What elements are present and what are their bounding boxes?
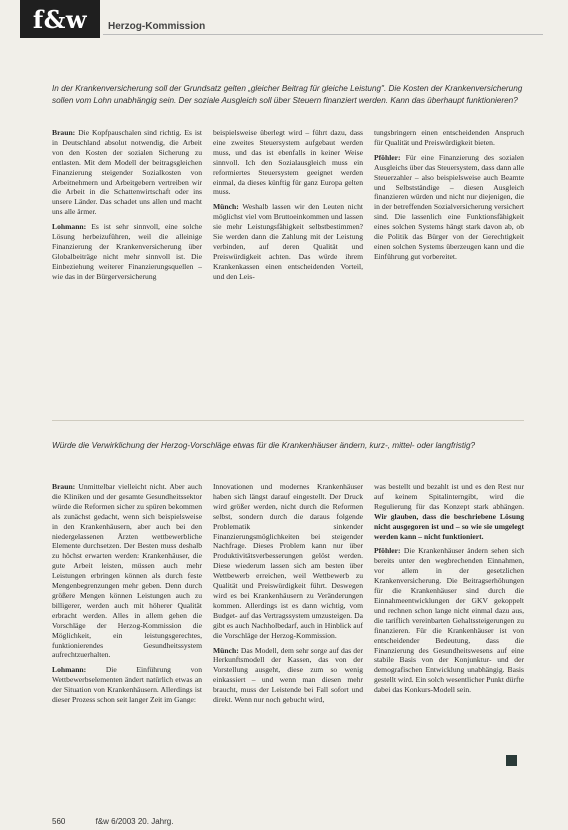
answer-paragraph (52, 128, 202, 217)
answer-text: Innovationen und modernes Krankenhäuser haben sich längst darauf eingestellt. Der Druck wird größer werden, nicht durch die Reformen selbst, sondern durch die daraus folgende Problematik sinkender Finanzierungsmöglichkeiten bei steigender Nachfrage. Dieses Problem kann nur über Produktivitätsverbesserungen gelöst werden. Diese wiederum lassen sich am besten über Wettbewerb erreichen, weil Wettbewerb zu Qualität und Preiswürdigkeit führt. Deswegen wird es bei Krankenhäusern zu Veränderungen kommen. Allerdings ist es dann wichtig, vom Budget- auf das Vertragssystem umzusteigen. Da gibt es auch Nachholbedarf, auch in Hinblick auf die Vorschläge der Herzog-Kommission. (213, 482, 363, 640)
answer-paragraph (52, 665, 202, 705)
answer-text: Die Kopfpauschalen sind richtig. Es ist in Deutschland absolut notwendig, die Arbeit von den Kosten der sozialen Sicherung zu entlasten. Mit dem Modell der beitragsgleichen Finanzierung steigender Sozialkosten von Arbeitnehmern und Arbeitgebern vertreiben wir die Arbeit in die Schattenwirtschaft oder ins unsere Länder. Das schadet uns allen und macht uns alle ärmer. (52, 128, 202, 217)
answer-text: beispielsweise überlegt wird – führt dazu, dass eine zweites Steuersystem aufgebaut werden muss, und das ist ebenfalls in keiner Weise sinnvoll. Ich den Sozialausgleich muss ein reformiertes Steuersystem geeignet werden einmal, da dieses künftig für ganz Europa gelten muss. (213, 128, 363, 197)
speaker-label: Braun: (52, 482, 76, 491)
answer-text: Unmittelbar vielleicht nicht. Aber auch die Kliniken und der gesamte Gesundheitssektor würde die Reformen sicher zu spüren bekommen als zunächst gedacht, wenn sich beispielsweise in den Krankenhäusern, aber auch bei den niedergelassenen Ärzten wettbewerbliche Elemente durchsetzen. Der Besten muss deshalb zu höchst erwarten werden: Krankenhäuser, die gute Arbeit leisten, müssen auch mehr Leistungen erbringen können als durch feste Mengenbegrenzungen mehr geben. Denn durch größere Mengen können Leistungen auch zu billigerer, werden auch mit höherer Qualität erbracht werden. Alles in allem gehen die Vorschläge der Herzog-Kommission die Möglichkeit, ein leistungsgerechtes, funktionierendes Gesundheitssystem aufrechtzuerhalten. (52, 482, 202, 660)
question-2: Würde die Verwirklichung der Herzog-Vorschläge etwas für die Krankenhäuser ändern, kurz-, mittel- oder langfristig? (52, 441, 476, 450)
answer-text: Die Krankenhäuser ändern sehen sich bereits unter den wegbrechenden Einnahmen, vor allem in der gesetzlichen Krankenversicherung. Die Beitragserhöhungen für die Krankenhäuser sind durch die Einnahmeentwicklungen der GKV gekoppelt und rechnen schon lange nicht einmal dazu aus, die tariflich vereinbarten Gehaltssteigerungen zu finanzieren. Für die Krankenhäuser ist von entscheidender Bedeutung, dass die Finanzierung des Gesundheitswesens auf eine stabile Basis von der Konjunktur- und der demografischen Entwicklung unabhängig. Basis gestellt wird. Ein solch wesentlicher Punkt dürfte dabei das Konkurs-Modell sein. (374, 546, 524, 695)
answers-2 (52, 482, 524, 804)
answer-paragraph (374, 128, 524, 148)
answers-2-column-3 (374, 482, 524, 804)
answer-paragraph (374, 153, 524, 262)
section-title: Herzog-Kommission (108, 21, 206, 32)
speaker-label: Münch: (213, 202, 239, 212)
page-number: 560 (52, 817, 66, 826)
header-rule (103, 34, 543, 35)
question-1: In der Krankenversicherung soll der Grundsatz gelten „gleicher Beitrag für gleiche Leistung". Die Kosten der Krankenversicherung sollen vom Lohn unabhängig sein. Der soziale Ausgleich soll über Steuern finanziert werden. Kann das überhaupt funktionieren? (52, 84, 523, 105)
answer-text: Es ist sehr sinnvoll, eine solche Lösung herbeizuführen, weil die alleinige Finanzierung der Krankenversicherung über Globalbeiträge nicht mehr sinnvoll ist. Die Einbeziehung weiterer Finanzierungsquellen – wie das in der Bürgerversicherung (52, 222, 202, 281)
speaker-label: Braun: (52, 128, 76, 137)
answer-paragraph (52, 482, 202, 660)
answers-1 (52, 128, 524, 338)
answer-paragraph (213, 202, 363, 281)
answer-paragraph (213, 482, 363, 641)
answer-text: Weshalb lassen wir den Leuten nicht möglichst viel vom Bruttoeinkommen und lassen sie mehr Leistungsfähigkeit selbstbestimmen? Sie werden dann die Zahlung mit der Leistung verbinden, auf deren Qualität und Preiswürdigkeit achten. Das würde ihrem Krankenkassen einen entscheidenden Vorteil, und den Leis- (213, 202, 363, 281)
journal-logo: f&w (20, 0, 100, 38)
speaker-label: Lohmann: (52, 222, 87, 232)
emphasis-text: Wir glauben, dass die beschriebene Lösung nicht ausgegoren ist und – so wie sie umgelegt werden kann – nicht funktioniert. (374, 511, 524, 541)
page-footer (52, 817, 173, 826)
journal-issue: f&w 6/2003 20. Jahrg. (95, 817, 174, 826)
answer-text: was bestellt und bezahlt ist und es den Rest nur auf keinem Spitalinterngibt, wird die Regulierung für das Konzept stark abhängen. (374, 482, 524, 511)
answers-1-column-2 (213, 128, 363, 338)
answer-paragraph (213, 646, 363, 705)
answers-2-column-1 (52, 482, 202, 804)
answer-paragraph (213, 128, 363, 197)
speaker-label: Pföhler: (374, 152, 401, 162)
speaker-label: Lohmann: (52, 665, 87, 675)
section-divider (52, 420, 524, 421)
answer-paragraph (374, 546, 524, 695)
answer-paragraph (374, 482, 524, 541)
speaker-label: Pföhler: (374, 546, 401, 556)
answer-text: tungsbringern einen entscheidenden Anspruch für Qualität und Preiswürdigkeit bieten. (374, 128, 524, 147)
answer-paragraph (52, 222, 202, 281)
answer-text: Für eine Finanzierung des sozialen Ausgleichs über das Steuersystem, dass dann alle Steuerzahler – also beispielsweise auch Beamte und Selbstständige – diesen Ausgleich finanzieren würden und nicht nur diejenigen, die in der betreffenden Sozialversicherung versichert sind. Die lassenlich eine Funktionsfähigkeit eines solchen Systems hängt stark davon ab, ob die Politik das Bürger von der Gerechtigkeit einen solchen Systems überzeugen kann und die Einführung gut vorbereitet. (374, 152, 524, 261)
page-header (0, 0, 568, 38)
answers-2-column-2 (213, 482, 363, 804)
answers-1-column-3 (374, 128, 524, 338)
answer-text: Die Einführung von Wettbewerbselementen ändert natürlich etwas an der Situation von Krankenhäusern. Allerdings ist dieser Prozess schon seit langer Zeit im Gange: (52, 665, 202, 705)
speaker-label: Münch: (213, 645, 239, 655)
answers-1-column-1 (52, 128, 202, 338)
answer-text: Das Modell, dem sehr sorge auf das der Herkunftsmodell der Kassen, das von der Vorstellung ausgeht, diese zum so wenig einkassiert – und wenn man diesen mehr braucht, muss der Leistende bei Fall sofort und direkt. Wenn nur noch gebucht wird, (213, 645, 363, 705)
end-of-article-marker (506, 755, 517, 766)
